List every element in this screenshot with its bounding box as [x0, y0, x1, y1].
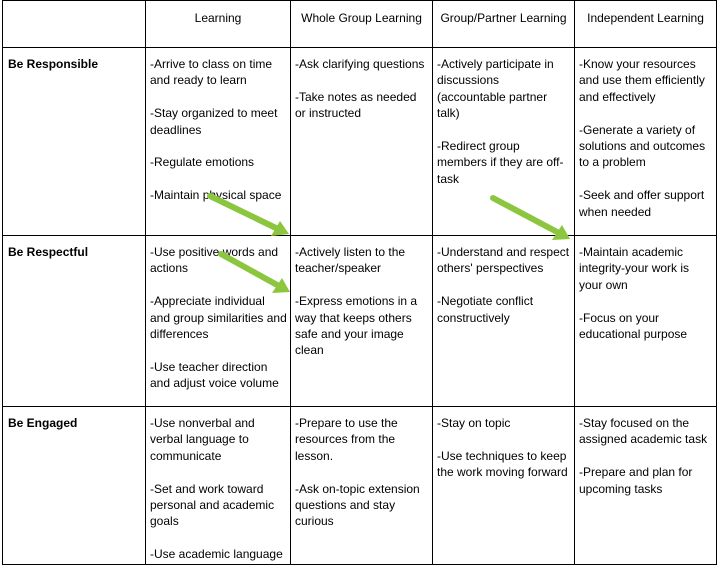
- cell-item: -Seek and offer support when needed: [579, 188, 705, 219]
- header-group-partner: Group/Partner Learning: [433, 1, 575, 48]
- cell-item: -Stay on topic: [437, 416, 511, 430]
- table-cell: [146, 48, 291, 236]
- cell-item: -Use teacher direction and adjust voice volume: [150, 359, 279, 391]
- cell-item: -Maintain academic integrity-your work is your own: [579, 245, 690, 292]
- cell-item: -Prepare to use the resources from the lesson.: [295, 416, 398, 463]
- cell-item: -Prepare and plan for upcoming tasks: [579, 465, 693, 496]
- cell-item: -Use positive words and actions: [150, 245, 279, 276]
- header-independent: Independent Learning: [575, 1, 717, 48]
- row-label: Be Engaged: [3, 407, 146, 565]
- cell-item: -Ask on-topic extension questions and stay curious: [295, 481, 420, 529]
- expectations-table: [2, 0, 717, 565]
- table-cell: [146, 236, 291, 407]
- table-cell: [291, 407, 433, 565]
- cell-item: -Know your resources and use them efficiently and effectively: [579, 57, 705, 104]
- cell-item: -Maintain physical space: [150, 188, 282, 203]
- cell-item: -Redirect group members if they are off-task: [437, 139, 564, 186]
- cell-item: -Negotiate conflict constructively: [437, 294, 534, 325]
- header-row: [3, 1, 717, 48]
- table-cell: [291, 236, 433, 407]
- cell-item: -Stay focused on the assigned academic task: [579, 416, 708, 447]
- cell-item: -Generate a variety of solutions and outcomes to a problem: [579, 122, 706, 170]
- cell-item: -Set and work toward personal and academic goals: [150, 481, 275, 529]
- cell-item: -Regulate emotions: [150, 155, 255, 170]
- cell-item: -Focus on your educational purpose: [579, 310, 688, 342]
- table-cell: [575, 236, 717, 407]
- row-label: Be Responsible: [3, 48, 146, 236]
- table-cell: [433, 236, 575, 407]
- table-cell: [575, 407, 717, 565]
- cell-item: -Arrive to class on time and ready to learn: [150, 57, 273, 88]
- cell-item: -Appreciate individual and group similarities and differences: [150, 294, 287, 342]
- table-row: [3, 48, 717, 236]
- cell-item: -Actively listen to the teacher/speaker: [295, 245, 406, 276]
- cell-item: -Stay organized to meet deadlines: [150, 106, 278, 137]
- header-corner: [3, 1, 146, 48]
- table-cell: [146, 407, 291, 565]
- header-whole-group: Whole Group Learning: [291, 1, 433, 48]
- table-cell: [291, 48, 433, 236]
- cell-item: -Use techniques to keep the work moving forward: [437, 448, 568, 480]
- table-row: [3, 407, 717, 565]
- table-cell: [433, 48, 575, 236]
- cell-item: -Ask clarifying questions: [295, 57, 425, 71]
- cell-item: -Express emotions in a way that keeps others safe and your image clean: [295, 294, 418, 358]
- table-row: [3, 236, 717, 407]
- cell-item: -Actively participate in discussions (accountable partner talk): [437, 57, 554, 121]
- cell-item: -Understand and respect others' perspectives: [437, 245, 570, 276]
- row-label: Be Respectful: [3, 236, 146, 407]
- cell-item: -Use nonverbal and verbal language to communicate: [150, 416, 255, 463]
- cell-item: -Take notes as needed or instructed: [295, 89, 417, 121]
- table-cell: [433, 407, 575, 565]
- header-learning: Learning: [146, 1, 291, 48]
- table-cell: [575, 48, 717, 236]
- cell-item: -Use academic language: [150, 547, 283, 562]
